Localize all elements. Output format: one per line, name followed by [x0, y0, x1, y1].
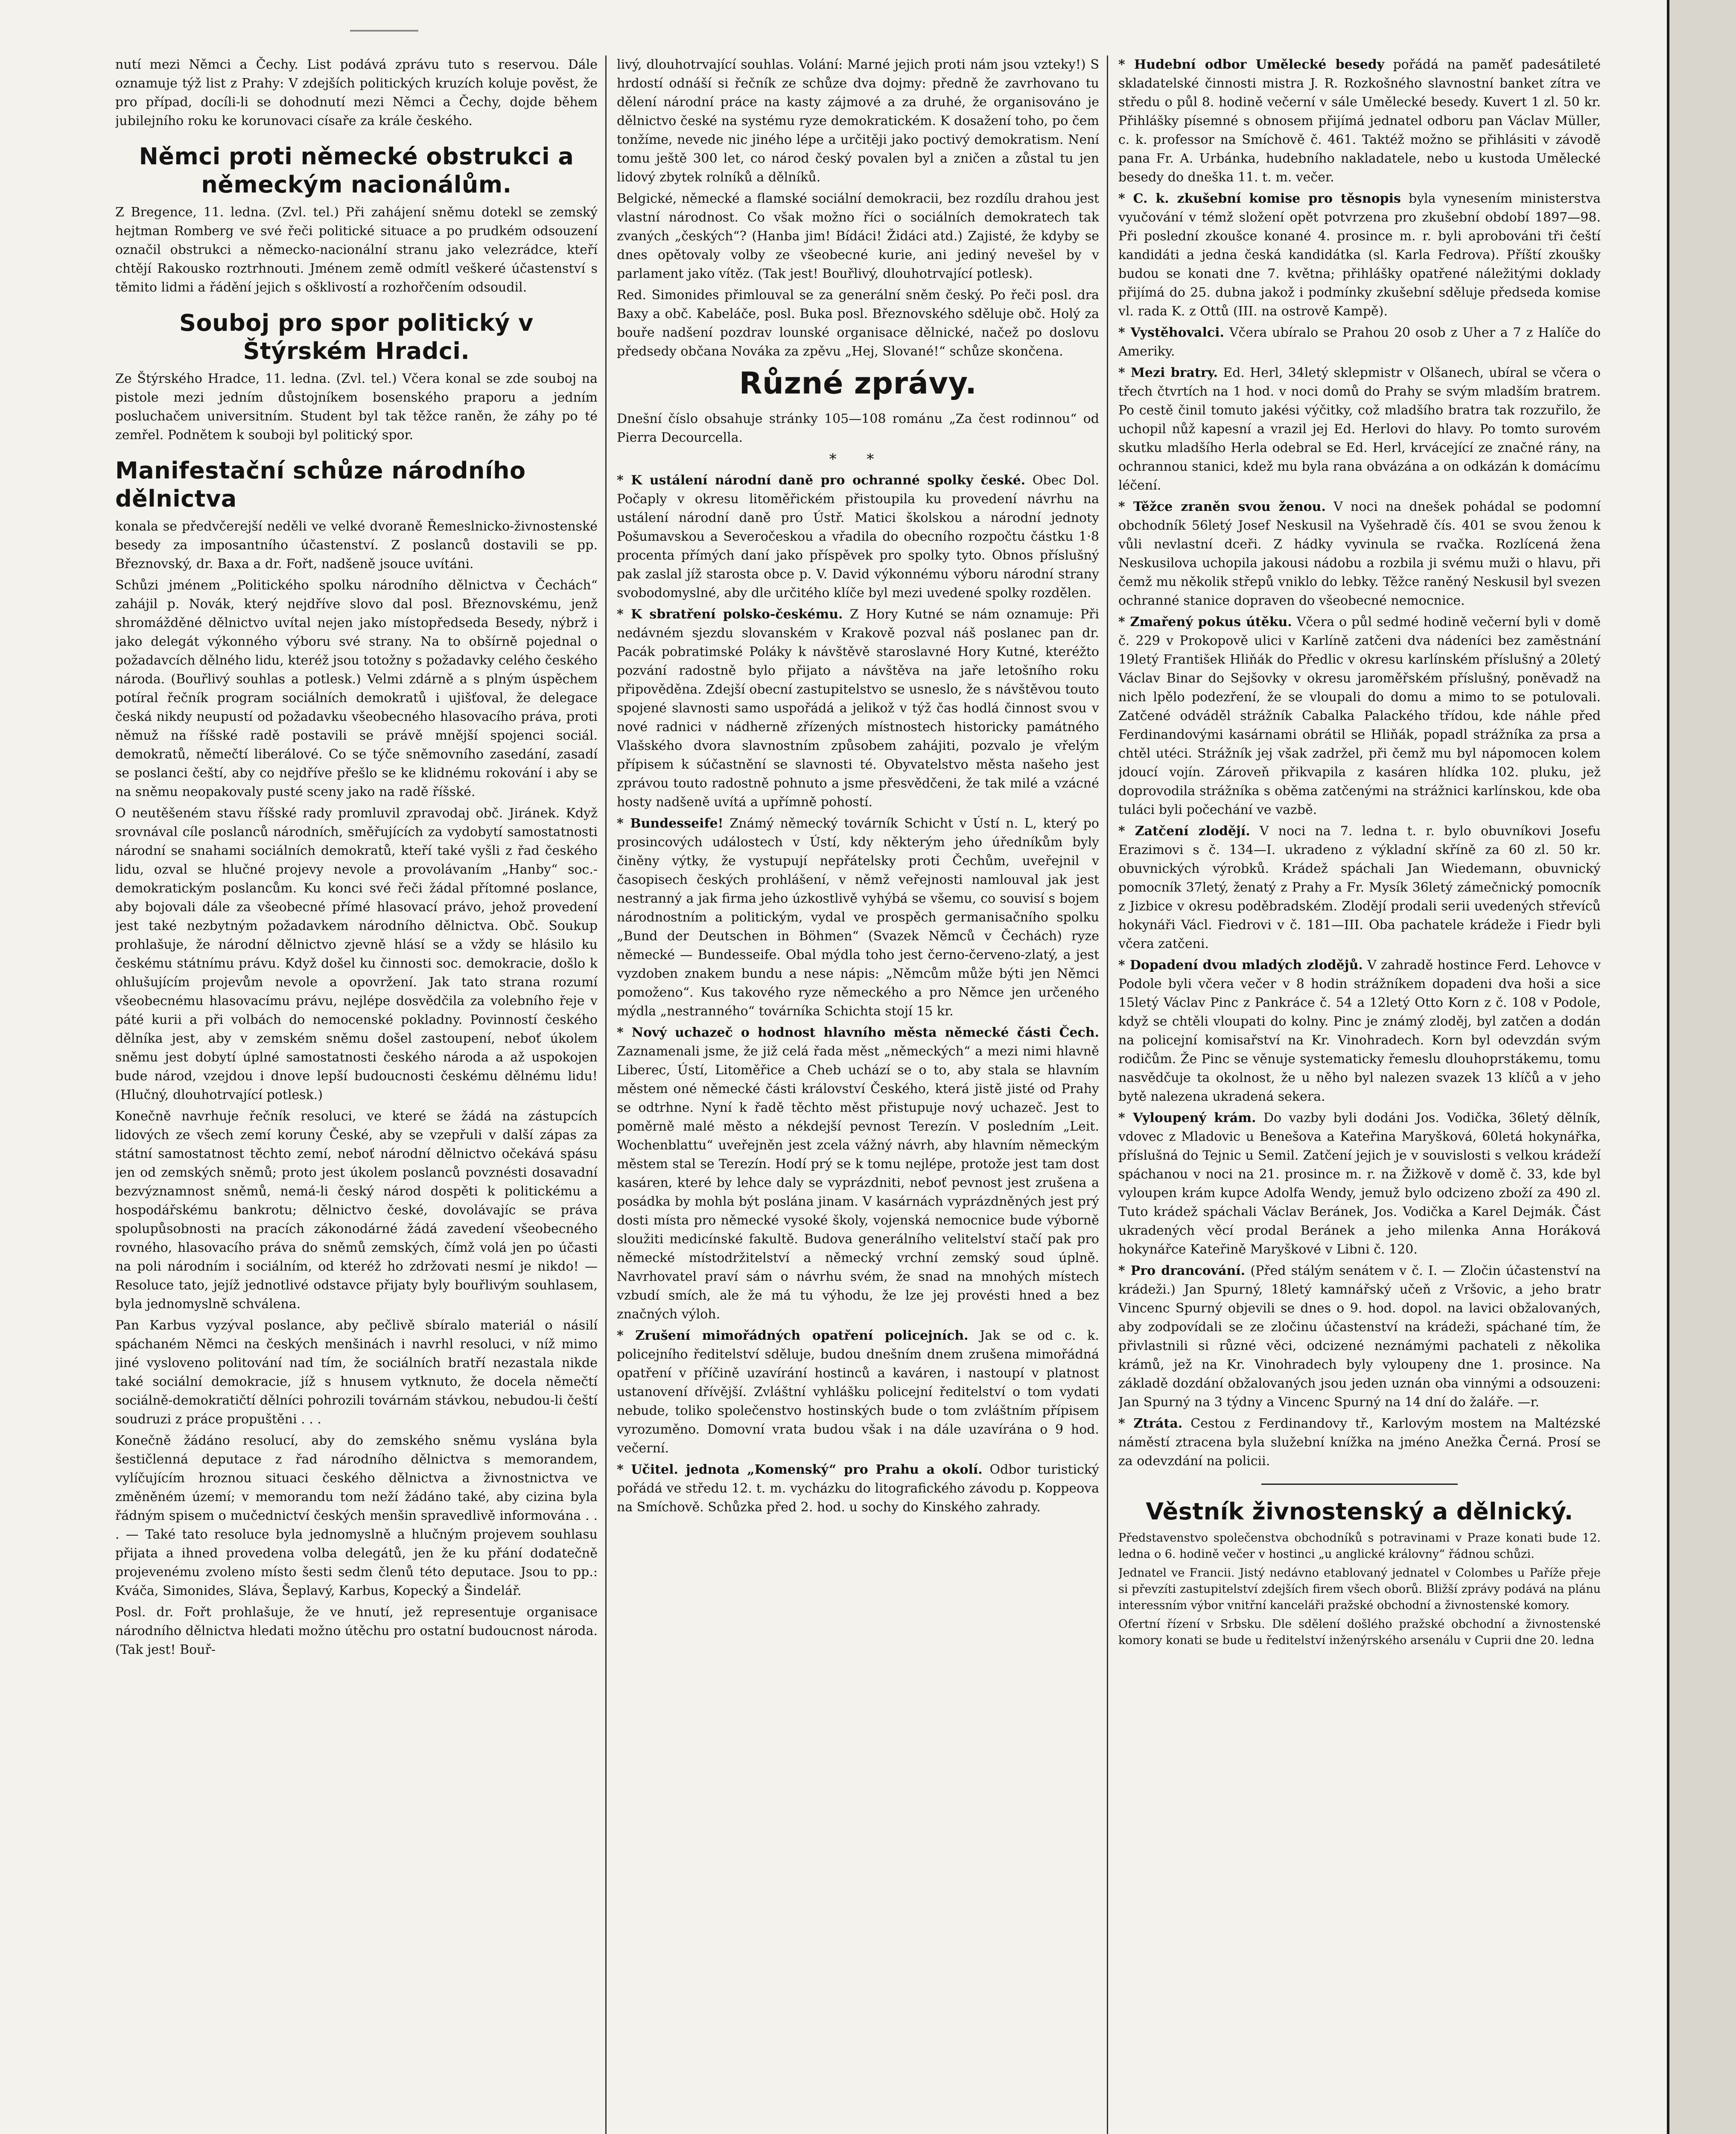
news-item-body: pořádá na paměť padesátileté skladatelské činnosti mistra J. R. Rozkošného slavnostní banket zítra ve středu o půl 8. hodině večerní v sále Umělecké besedy. Kuvert 1 zl. 50 kr. Přihlášky písemné s obnosem přijímá jednatel odboru pan Václav Müller, c. k. professor na Smíchově č. 461. Taktéž možno se přihlásiti v závodě pana Fr. A. Urbánka, hudebního nakladatele, nebo u kustoda Umělecké besedy do dneška 11. t. m. večer. — [1118, 57, 1601, 185]
news-item-title: * Bundesseife! — [617, 816, 724, 831]
news-item — [617, 814, 1099, 1021]
article-paragraph: Red. Simonides přimlouval se za generální sněm český. Po řeči posl. dra Baxy a obč. Kabeláče, posl. Buka posl. Březnovského sděluje obč. Holý za bouře nadšení pozdrav lounské organisace dělnické, načež po doslovu předsedy občana Nováka za zpěvu „Hej, Slované!“ schůze skončena. — [617, 288, 1099, 359]
page-margin-shadow — [1669, 0, 1736, 2134]
news-item-title: * Zrušení mimořádných opatření policejních. — [617, 1328, 969, 1343]
news-item — [617, 605, 1099, 812]
article-souboj: Ze Štýrského Hradce, 11. ledna. (Zvl. tel.) Včera konal se zde souboj na pistole mezi jedním důstojníkem bosenského praporu a jedním posluchačem universitním. Student byl tak těžce raněn, že záhy po té zemřel. Podnětem k souboji byl politický spor. — [115, 371, 598, 443]
news-item-body: Ed. Herl, 34letý sklepmistr v Olšanech, ubíral se včera o třech čtvrtích na 1 hod. v noci domů do Prahy se svým mladším bratrem. Po cestě činil tomuto jakési výčitky, což mladšího bratra tak rozzuřilo, že uchopil nůž kapesní a vrazil jej Ed. Herlovi do hlavy. Po tomto surovém skutku mladšího Herla odebral se Ed. Herl, krvácející ze značné rány, na ochrannou stanici, kdež mu byla rana obvázána a on odkázán k domácímu léčení. — [1118, 365, 1601, 493]
news-item — [1118, 956, 1601, 1106]
article-paragraph: O neutěšeném stavu říšské rady promluvil zpravodaj obč. Jiránek. Když srovnával cíle poslanců národních, směřujících za vydobytí samostatnosti národní se snahami sociálních demokratů, kteří také vyšli z řad českého lidu, ozval se hlučné projevy nevole a provolávaním „Hanby“ soc.-demokratickým poslancům. Ku konci své řeči žádal přítomné poslance, aby bojovali dále za všeobecné přímé hlasovací právo, jehož provedení jest také nezbytným požadavkem národního dělnictva. Obč. Soukup prohlašuje, že národní dělnictvo zjevně hlásí se a vždy se hlásilo ku českému státnímu právu. Když došel ku činnosti soc. demokracie, došlo k ohlušujícím projevům nevole a opovržení. Jak tato strana rozumí všeobecnému hlasovacímu právu, nejlépe dosvědčila za volebního řeje v páté kurii a při volbách do nemocenské pokladny. Povinností českého dělníka jest, aby v zemském sněmu došel zastoupení, neboť úkolem sněmu jest dobytí úplné samostatnosti českého národa a až uspokojen bude národ, vzejdou i dnove lepší budoucnosti českému dělnému lidu! (Hlučný, dlouhotrvající potlesk.) — [115, 806, 598, 1102]
section-heading-vestnik: Věstník živnostenský a dělnický. — [1146, 1498, 1573, 1525]
news-item — [1118, 1414, 1601, 1471]
vestnik-item: Jednatel ve Francii. Jistý nedávno etablovaný jednatel v Colombes u Paříže přeje si převzíti zastupitelství zdejších firem všech oborů. Bližší zprávy podává na plánu interessním výbor vnitřní kanceláři pražské obchodní a živnostenské komory. — [1118, 1566, 1601, 1612]
news-item — [617, 1326, 1099, 1458]
news-item — [1118, 822, 1601, 953]
star-separator: * * — [829, 451, 887, 468]
intro-paragraph: nutí mezi Němci a Čechy. List podává zprávu tuto s reservou. Dále oznamuje týž list z Prahy: V zdejších politických kruzích koluje pověst, že pro případ, docíli-li se dohodnutí mezi Němci a Čechy, dojde během jubilejního roku ke korunovaci císaře za krále českého. — [115, 57, 598, 128]
news-item-body: Známý německý továrník Schicht v Ústí n. L, který po prosincových událostech v Ústí, kdy některým jeho úředníkům byly činěny výtky, že vystupují nepřátelsky proti Čechům, uveřejnil v časopisech českých prohlášení, v němž veřejnosti namlouval jak jest nestranný a jak firma jeho úzkostlivě vyhýbá se všemu, co souvisí s bojem národnostním a politickým, vydal ve prospěch germanisačního spolku „Bund der Deutschen in Böhmen“ (Svazek Němců v Čechách) ryze německé — Bundesseife. Obal mýdla toho jest černo-červeno-zlatý, a jest vyzdoben znakem bundu a nese nápis: „Němcům může býti jen Němci pomoženo“. Kus takového ryze německého a pro Němce jen určeného mýdla „nestranného“ továrníka Schichta stojí 15 kr. — [617, 816, 1099, 1019]
article-paragraph: livý, dlouhotrvající souhlas. Volání: Marné jejich proti nám jsou vzteky!) S hrdostí odnáší si řečník ze schůze dva dojmy: předně že zavrhovano tu dělení národní práce na kasty zájmové a za druhé, že organisováno je dělnictvo české na systému ryze demokratickém. K dosažení toho, po čem tonžíme, nevede nic jiného lépe a určitěji jako poctivý demokratism. Není tomu ještě 300 let, co národ český povalen byl a zničen a zůstal tu jen lidový zbytek rolníků a dělníků. — [617, 57, 1099, 185]
news-item-body: Zaznamenali jsme, že již celá řada měst „německých“ a mezi nimi hlavně Liberec, Ústí, Litoměřice a Cheb uchází se o to, aby stala se hlavním městem oné německé části království Českého, která jistě jisté od Prahy se odtrhne. Nyní k řadě těchto měst přistupuje nový uchazeč. Jest to poměrně malé město a nékdejší pevnost Terezín. V posledním „Leit. Wochenblattu“ uveřejněn jest zcela vážný návrh, aby hlavním německým městem stal se Terezín. Hodí prý se k tomu nejlépe, protože jest tam dost kasáren, které by lehce daly se vyprázdniti, neboť pevnost jest zrušena a posádka by mohla být poslána jinam. V kasárnách vyprázdněných jest prý dosti místa pro německé vysoké školy, vojenská nemocnice bude výborně sloužiti medicínské fakultě. Budova generálního velitelství stačí pak pro německé místodržitelství a německý vrchní zemský soud úplně. Navrhovatel praví sám o návrhu svém, že snad na mnohých místech vzbudí smích, ale že má tu výhodu, že lze jej provésti hned a bez značných výloh. — [617, 1044, 1099, 1322]
news-item-body: V noci na dnešek pohádal se podomní obchodník 56letý Josef Neskusil na Vyšehradě čís. 401 se svou ženou k vůli nevlastní dceři. Z hádky vyvinula se rvačka. Rozlícená žena Neskusilova uchopila jakousi nádobu a rozbila ji svému muži o hlavu, při čemž mu několik střepů vniklo do lebky. Těžce raněný Neskusil byl svezen ochranné stanice dopraven do všeobecné nemocnice. — [1118, 499, 1601, 608]
column-3 — [1118, 55, 1601, 2134]
article-paragraph: Pan Karbus vyzýval poslance, aby pečlivě sbíralo materiál o násilí spáchaném Němci na českých menšinách i navrhl resoluci, v níž mimo jiné vysloveno politování nad tím, že sociálních bratří nezastala nikde také sociální demokracie, jíž s hnusem vytknuto, že docela němečtí sociálně-demokratičtí dělníci pohrozili továrnám stávkou, nebudou-li čeští soudruzi z práce propuštěni . . . — [115, 1318, 598, 1427]
news-item-title: * Nový uchazeč o hodnost hlavního města německé části Čech. — [617, 1025, 1099, 1040]
column-divider-2 — [1107, 55, 1108, 2134]
top-rule — [350, 30, 418, 32]
news-item-body: Do vazby byli dodáni Jos. Vodička, 36letý dělník, vdovec z Mladovic u Benešova a Kateřina Maryšková, 60letá hokynářka, příslušná do Tejnic u Semil. Zatčení jejich je v souvislosti s velkou krádeží spáchanou v noci na 21. prosince m. r. na Žižkově v domě č. 33, kde byl vyloupen krám kupce Adolfa Wendy, jemuž bylo odcizeno zboží za 490 zl. Tuto krádež spáchali Václav Beránek, Jos. Vodička a Karel Dejmák. Část ukradených věcí prodal Beránek a jeho milenka Anna Horáková hokynářce Kateřině Maryškové v Libni č. 120. — [1118, 1111, 1601, 1257]
news-item-body: Odbor turistický pořádá ve středu 12. t. m. vycházku do litografického závodu p. Koppeova na Smíchově. Schůzka před 2. hod. u sochy do Kinského zahrady. — [617, 1462, 1099, 1515]
news-item — [617, 1461, 1099, 1517]
column-1 — [115, 55, 598, 2134]
article-paragraph: Posl. dr. Fořt prohlašuje, že ve hnutí, jež representuje organisace národního dělnictva hledati možno útěchu pro ostatní budoucnost národa. (Tak jest! Bouř- — [115, 1605, 598, 1657]
news-item — [1118, 1262, 1601, 1412]
news-item-title: * Učitel. jednota „Komenský“ pro Prahu a okolí. — [617, 1462, 983, 1477]
news-item-body: byla vynesením ministerstva vyučování v témž složení opět potvrzena pro zkušební období 1897—98. Při poslední zkoušce konané 4. prosince m. r. byli aprobováni tři čeští kandidáti a jedna česká kandidátka (sl. Karla Fedrova). Příští zkoušky budou se konati dne 7. května; přihlášky opatřené náležitými doklady přijímá do 25. dubna jakož i podmínky zkušební sděluje předseda komise vl. rada K. z Ottů (III. na ostrově Kampě). — [1118, 191, 1601, 319]
article-paragraph: Konečně navrhuje řečník resoluci, ve které se žádá na zástupcích lidových ze všech zemí koruny České, aby se vzepřuli v další zápas za státní samostatnost těchto zemí, neboť národní dělnictvo očekává spásu jen od zemských sněmů; proto jest úkolem poslanců povznésti dosavadní bezvýznamnost sněmů, nemá-li český národ dospěti k politickému a hospodářskému bankrotu; dělnictvo české, dovolávajíc se práva spolupůsobnosti na pracích zákonodárné žádá zavedení všeobecného rovného, hlasovacího práva do sněmů zemských, čímž volá jen po účasti na poli národním i sociálním, od kteréž ho zdržovati nesmí je nikdo! — Resoluce tato, jejíž jednotlivé odstavce přijaty byly bouřlivým souhlasem, byla jednomyslně schválena. — [115, 1109, 598, 1312]
news-item-body: V zahradě hostince Ferd. Lehovce v Podole byli včera večer v 8 hodin strážníkem dopadeni dva hoši a sice 15letý Václav Pinc z Pankráce č. 54 a 12letý Otto Korn z č. 108 v Podole, když se chtěli vloupati do kolny. Pinc je známý zloděj, byl zatčen a dodán na policejní komisařství na Kr. Vinohradech. Korn byl odevzdán svým rodičům. Že Pinc se věnuje systematicky řemeslu dlouhoprstákemu, tomu nasvědčuje ta okolnost, že u něho byl nalezen svazek 13 klíčů a v jeho bytě nalezena ukradená sekera. — [1118, 958, 1601, 1104]
vestnik-items — [1118, 1530, 1601, 1649]
headline-nemci-proti-obstrukci: Němci proti německé obstrukci a německým nacionálům. — [139, 143, 574, 198]
news-item-title: * K ustálení národní daně pro ochranné spolky české. — [617, 473, 1026, 488]
news-item-title: * Dopadení dvou mladých zlodějů. — [1118, 958, 1363, 973]
column-divider-1 — [605, 55, 607, 2134]
news-item-title: * Mezi bratry. — [1118, 365, 1218, 380]
news-item — [617, 471, 1099, 603]
news-item-body: Obec Dol. Počaply v okresu litoměřickém přistoupila ku provedení návrhu na ustálení národní daně pro Ústř. Matici školskou a národní jednoty Pošumavskou a Severočeskou a vřadila do obecního rozpočtu částku 1·8 procenta přímých daní jako příspěvek pro spolky tyto. Obnos příslušný pak zaslal jíž starosta obce p. V. David výkonnému výboru národní strany svobodomyslné, aby dle určitého klíče byl mezi uvedené spolky rozdělen. — [617, 473, 1099, 601]
article-paragraph: konala se předvčerejší neděli ve velké dvoraně Řemeslnicko-živnostenské besedy za imposantního účastenství. Z poslanců dostavili se pp. Březnovský, dr. Baxa a dr. Fořt, nadšeně jsouce uvítáni. — [115, 519, 598, 571]
news-item-body: Cestou z Ferdinandovy tř., Karlovým mostem na Maltézské náměstí ztracena byla služební knížka na jméno Anežka Černá. Prosí se za odevzdání na policii. — [1118, 1416, 1601, 1469]
news-item-title: * Vyloupený krám. — [1118, 1111, 1256, 1125]
news-item — [1118, 1109, 1601, 1259]
headline-manifestacni-schuze: Manifestační schůze národního dělnictva — [115, 457, 526, 512]
news-item-body: Včera o půl sedmé hodině večerní byli v domě č. 229 v Prokopově ulici v Karlíně zatčeni dva nádeníci bez zaměstnání 19letý František Hliňák do Předlic v okresu karlínském příslušný a 20letý Václav Binar do Sejšovky v okresu jaroměřském příslušný, poněvadž na nich lpělo podezření, že se vloupali do domu a mimo to se potulovali. Zatčené odváděl strážník Cabalka Palackého třídou, kde náhle před Ferdinandovými kasárnami obrátil se Hliňák, popadl strážníka za prsa a chtěl utéci. Strážník jej však zadržel, při čemž mu byl nápomocen kolem jdoucí vojín. Zároveň přikvapila z kasáren hlídka 102. pluku, jež doprovodila strážníka s oběma zatčenými na strážnici karlínskou, kde oba tuláci byli počechání ve vazbě. — [1118, 615, 1601, 817]
news-item-title: * Pro drancování. — [1118, 1263, 1246, 1278]
news-item-title: * K sbratření polsko-českému. — [617, 607, 843, 622]
news-item-title: * Vystěhovalci. — [1118, 325, 1224, 340]
news-item-body: Z Hory Kutné se nám oznamuje: Při nedávném sjezdu slovanském v Krakově pozval náš poslanec pan dr. Pacák pobratimské Poláky k návštěvě staroslavné Hory Kutné, kteréžto pozvání radostně bylo přijato a návštěva na jaře letošního roku připověděna. Zdejší obecní zastupitelstvo se usneslo, že s návštěvou touto spojené slavnosti samo uspořádá a jelikož v týž čas hodlá činnost svou v nové radnici v nádherně zřízených místnostech historicky památného Vlašského dvora slavnostním způsobem zahájiti, pozvalo je vřelým přípisem k súčastnění se slavnosti té. Obyvatelstvo města našeho jest zprávou touto radostně pohnuto a jsme přesvědčeni, že tak milé a vzácné hosty nadšeně uvítá a upřímně pohostí. — [617, 607, 1099, 810]
column-2 — [617, 55, 1099, 2134]
article-paragraph: Schůzi jménem „Politického spolku národního dělnictva v Čechách“ zahájil p. Novák, který nejdříve slovo dal posl. Březnovskému, jenž shromážděné dělnictvo uvítal nejen jako místopředseda Besedy, nýbrž i jako delegát výkonného výboru své strany. Na to obšírně pojednal o požadavcích dělného lidu, kteréž jsou totožny s požadavky celého českého národa. (Bouřlivý souhlas a potlesk.) Velmi zdárně a s plným úspěchem potíral řečník program sociálních demokratů i ujišťoval, že delegace česká nikdy neupustí od požadavku všeobecného hlasovacího práva, proti němuž na říšské radě postavili se právě mnější spojenci sociál. demokratů, němečtí liberálové. Co se týče sněmovního zasedání, zasadí se poslanci čeští, aby co nejdříve přešlo se ke klidnému rokování i aby se na sněmu neopakovaly pusté sceny jako na radě říšské. — [115, 578, 598, 799]
section-heading-ruzne-zpravy: Různé zprávy. — [739, 366, 977, 401]
news-item-body: Jak se od c. k. policejního ředitelství sděluje, budou dnešním dnem zrušena mimořádná opatření v příčině uzavírání hostinců a kaváren, i nastoupí v platnost ustanovení dřívější. Zvláštní vyhlášku policejní ředitelství o tom vydati nebude, toliko společenstvo hostinských bude o tom zvláštním přípisem vyrozuměno. Domovní vrata budou však i na dále uzavírána o 9 hod. večerní. — [617, 1328, 1099, 1456]
news-item-title: * Těžce zraněn svou ženou. — [1118, 499, 1326, 514]
news-item-body: (Před stálým senátem v č. I. — Zločin účastenství na krádeži.) Jan Spurný, 18letý kamnářský učeň z Vršovic, a jeho bratr Vincenc Spurný objevili se dnes o 9. hod. dopol. na lavici obžalovaných, aby zodpovídali se ze zločinu účastenství na krádeži, spáchané tím, že přivlastnili si různé věci, odcizené neznámými pachateli z několika krámů, jež na Kr. Vinohradech byly vyloupeny dne 1. prosince. Na základě dozdání obžalovaných jsou jeden uznán oba vinnými a odsouzeni: Jan Spurný na 3 týdny a Vincenc Spurný na 14 dní do žaláře. —r. — [1118, 1263, 1601, 1410]
news-item — [1118, 364, 1601, 495]
article-paragraph: Konečně žádáno resolucí, aby do zemského sněmu vyslána byla šestičlenná deputace z řad národního dělnictva s memorandem, vylíčujícím hroznou situaci českého dělnictva a živnostnictva ve změněném území; v memorandu tom neží žádáno také, aby cizina byla řádným spisem o mučednictví českých menšin spravedlivě informována . . . — Také tato resoluce byla jednomyslně a hlučným projevem souhlasu přijata a ihned provedena volba delegátů, jen že ku přání dodatečně projevenému zvoleno místo šesti sedm členů této deputace. Jsou to pp.: Kváča, Simonides, Sláva, Šeplavý, Karbus, Kopecký a Šindelář. — [115, 1433, 598, 1598]
news-item-title: * Ztráta. — [1118, 1416, 1183, 1431]
article-paragraph: Belgické, německé a flamské sociální demokracii, bez rozdílu drahou jest vlastní národnost. Co však možno říci o sociálních demokratech tak zvaných „českých“? (Hanba jim! Bídáci! Židáci atd.) Zajisté, že kdyby se dnes opětovaly volby ze všeobecné kurie, ani jediný nevešel by v parlament jako vítěz. (Tak jest! Bouřlivý, dlouhotrvající potlesk). — [617, 191, 1099, 281]
news-item-title: * Zmařený pokus útěku. — [1118, 615, 1292, 630]
news-item — [617, 1023, 1099, 1324]
news-item — [1118, 324, 1601, 361]
section-divider — [1261, 1484, 1458, 1485]
vestnik-item: Představenstvo společenstva obchodníků s potravinami v Praze konati bude 12. ledna o 6. hodině večer v hostinci „u anglické královny“ řádnou schůzi. — [1118, 1531, 1601, 1561]
news-item-title: * C. k. zkušební komise pro těsnopis — [1118, 191, 1401, 206]
news-item-body: V noci na 7. ledna t. r. bylo obuvníkovi Josefu Erazimovi s č. 134—I. ukradeno z výkladní skříně za 60 zl. 50 kr. obuvnických výrobků. Krádež spáchali Jan Wiedemann, obuvnický pomocník 37letý, ženatý z Prahy a Fr. Mysík 36letý zámečnický pomocník z Jizbice v okresu poděbradském. Zlodějí prodali serii uvedených střevíců hokynáři Václ. Fiedrovi v č. 181—III. Oba pachatele krádeže i Fiedr byli včera zatčeni. — [1118, 824, 1601, 951]
news-item — [1118, 55, 1601, 187]
news-item-title: * Hudební odbor Umělecké besedy — [1118, 57, 1385, 72]
news-item — [1118, 189, 1601, 321]
notice-paragraph: Dnešní číslo obsahuje stránky 105—108 románu „Za čest rodinnou“ od Pierra Decourcella. — [617, 411, 1099, 445]
headline-souboj: Souboj pro spor politický v Štýrském Hradci. — [179, 309, 534, 364]
news-item-body: Včera ubíralo se Prahou 20 osob z Uher a 7 z Halíče do Ameriky. — [1118, 325, 1601, 359]
news-item — [1118, 613, 1601, 819]
news-item — [1118, 498, 1601, 610]
news-item-title: * Zatčení zlodějí. — [1118, 824, 1250, 839]
article-bregenz: Z Bregence, 11. ledna. (Zvl. tel.) Při zahájení sněmu dotekl se zemský hejtman Romberg ve své řeči politické situace a po prudkém odsouzení označil obstrukci a německo-nacionální stranu jako velezrádce, kteří chtějí Rakousko roztrhnouti. Jménem země odmítl veškeré účastenství s těmito lidmi a řádění jejich s ošklivostí a rozhořčením odsoudil. — [115, 205, 598, 295]
vestnik-item: Ofertní řízení v Srbsku. Dle sdělení došlého pražské obchodní a živnostenské komory konati se bude u ředitelství inženýrského arsenálu v Cuprii dne 20. ledna — [1118, 1618, 1601, 1647]
